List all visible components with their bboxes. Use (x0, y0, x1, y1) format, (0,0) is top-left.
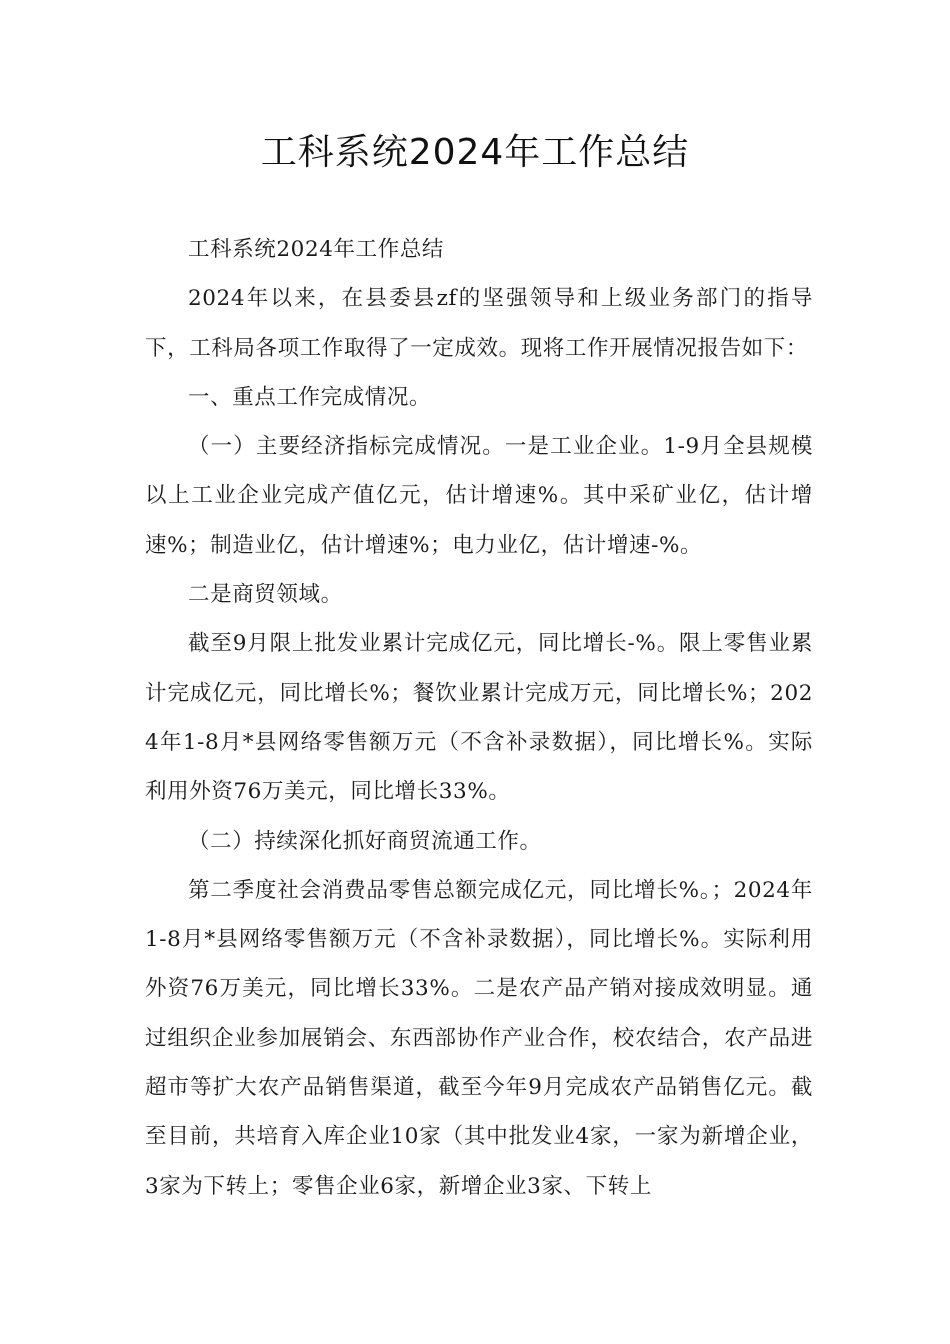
paragraph-commerce-heading: 二是商贸领域。 (188, 582, 343, 608)
paragraph-repeat-title: 工科系统2024年工作总结 (188, 237, 445, 262)
document-body (145, 225, 813, 1211)
paragraph-economic-indicators: （一）主要经济指标完成情况。一是工业企业。1-9月全县规模以上工业企业完成产值亿元，估计增速%。其中采矿业亿，估计增速%；制造业亿，估计增速%；电力业亿，估计增速-%。 (145, 434, 813, 558)
paragraph-q2-retail: 第二季度社会消费品零售总额完成亿元，同比增长%。；2024年1-8月*县网络零售额万元（不含补录数据），同比增长%。实际利用外资76万美元，同比增长33%。二是农产品产销对接成效明显。通过组织企业参加展销会、东西部协作产业合作，校农结合，农产品进超市等扩大农产品销售渠道，截至今年9月完成农产品销售亿元。截至目前，共培育入库企业10家（其中批发业4家，一家为新增企业，3家为下转上；零售企业6家，新增企业3家、下转上 (145, 877, 813, 1199)
section-heading-1: 一、重点工作完成情况。 (188, 384, 432, 410)
paragraph-intro: 2024年以来，在县委县zf的坚强领导和上级业务部门的指导下，工科局各项工作取得了一定成效。现将工作开展情况报告如下： (145, 286, 813, 361)
paragraph-commerce-figures: 截至9月限上批发业累计完成亿元，同比增长-%。限上零售业累计完成亿元，同比增长%；餐饮业累计完成万元，同比增长%；2024年1-8月*县网络零售额万元（不含补录数据），同比增长%。实际利用外资76万美元，同比增长33%。 (145, 631, 813, 805)
subsection-heading-2: （二）持续深化抓好商贸流通工作。 (188, 828, 542, 854)
document-title: 工科系统2024年工作总结 (260, 132, 690, 173)
